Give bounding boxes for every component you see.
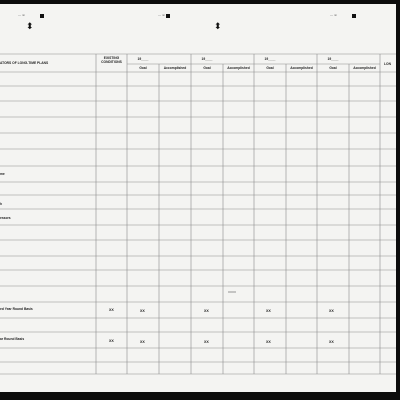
table-title: ATORS OF LONG-TIME PLANS (0, 61, 49, 65)
goal-header: Goal (139, 66, 147, 70)
goal-header: Goal (329, 66, 337, 70)
row-label: me (0, 172, 5, 176)
existing-conditions-header (96, 56, 127, 64)
xx-mark: XX (204, 340, 209, 344)
row-label: h (0, 202, 3, 206)
updown-arrow-icon: ⬍ (214, 21, 222, 31)
row-label: essors (0, 216, 11, 220)
accomplished-header: Accomplished (290, 66, 313, 70)
conditions-label: CONDITIONS (101, 60, 122, 64)
punch-mark-right: — ⊖ (330, 13, 337, 17)
xx-mark: XX (109, 308, 114, 312)
xx-mark: XX (204, 309, 209, 313)
xx-mark: XX (140, 340, 145, 344)
row-label: ed Year Round Basis (0, 307, 33, 311)
accomplished-header: Accomplished (163, 66, 187, 70)
goal-header: Goal (266, 66, 274, 70)
xx-mark: XX (266, 340, 271, 344)
updown-arrow-icon: ⬍ (26, 21, 34, 31)
year-4-header: 19____ (327, 57, 339, 61)
xx-mark: XX (266, 309, 271, 313)
xx-mark: XX (329, 309, 334, 313)
accomplished-header: Accomplished (353, 66, 376, 70)
year-3-header: 19____ (264, 57, 276, 61)
punch-mark-center: — ⊖ (158, 13, 165, 17)
xx-mark: XX (109, 339, 114, 343)
goal-header: Goal (203, 66, 211, 70)
document-sheet (0, 4, 396, 392)
xx-mark: XX (140, 309, 145, 313)
existing-label: EXISTING (103, 56, 120, 60)
row-label: ar Round Basis (0, 337, 25, 341)
table-grid (0, 4, 396, 392)
long-range-header: LON (384, 62, 391, 66)
punch-mark-left: — ⊖ (18, 13, 25, 17)
year-1-header: 19____ (137, 57, 149, 61)
xx-mark: XX (329, 340, 334, 344)
accomplished-header: Accomplished (227, 66, 250, 70)
year-2-header: 19____ (201, 57, 213, 61)
